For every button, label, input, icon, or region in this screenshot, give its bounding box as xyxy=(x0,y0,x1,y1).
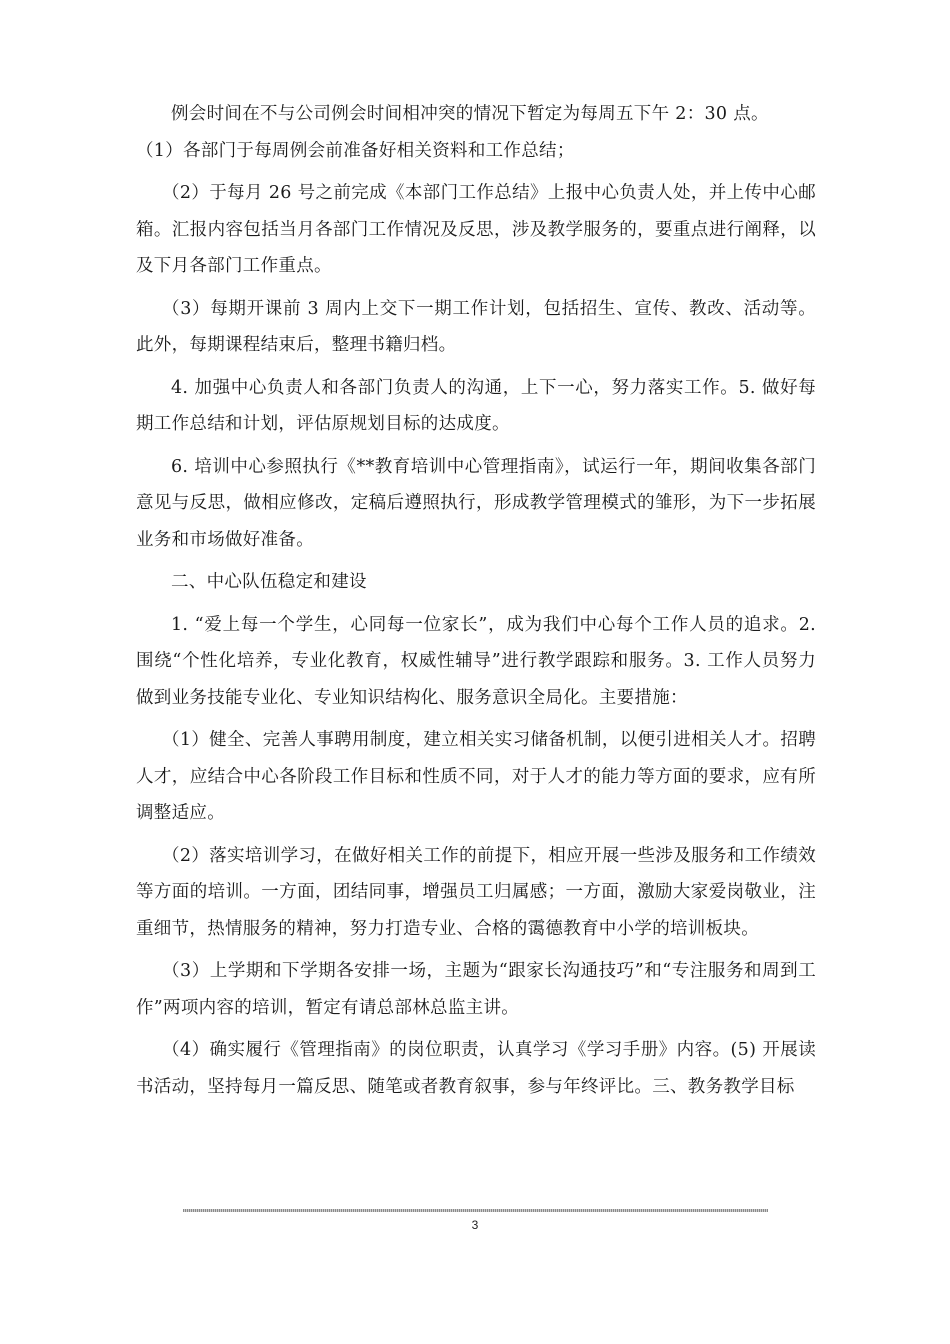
body-text xyxy=(136,96,816,1105)
paragraph-item-2: （2）于每月 26 号之前完成《本部门工作总结》上报中心负责人处，并上传中心邮箱。汇报内容包括当月各部门工作情况及反思，涉及教学服务的，要重点进行阐释，以及下月各部门工作重点。 xyxy=(136,183,816,276)
paragraph-measure-3: （3）上学期和下学期各安排一场，主题为“跟家长沟通技巧”和“专注服务和周到工作”两项内容的培训，暂定有请总部林总监主讲。 xyxy=(136,961,816,1018)
page-number: 3 xyxy=(471,1218,479,1232)
paragraph-team-goals: 1. “爱上每一个学生，心同每一位家长”，成为我们中心每个工作人员的追求。2. 围绕“个性化培养，专业化教育，权威性辅导”进行教学跟踪和服务。3. 工作人员努力做到业务技能专业化、专业知识结构化、服务意识全局化。主要措施： xyxy=(136,614,816,708)
paragraph-measure-4: （4）确实履行《管理指南》的岗位职责，认真学习《学习手册》内容。(5) 开展读书活动，坚持每月一篇反思、随笔或者教育叙事，参与年终评比。三、教务教学目标 xyxy=(136,1040,816,1097)
paragraph-meeting-time: 例会时间在不与公司例会时间相冲突的情况下暂定为每周五下午 2：30 点。 xyxy=(171,104,769,124)
section-heading-team: 二、中心队伍稳定和建设 xyxy=(171,572,367,592)
footer-divider xyxy=(183,1209,768,1212)
paragraph-measure-2: （2）落实培训学习，在做好相关工作的前提下，相应开展一些涉及服务和工作绩效等方面的培训。一方面，团结同事，增强员工归属感；一方面，激励大家爱岗敬业，注重细节，热情服务的精神，努力打造专业、合格的霭德教育中小学的培训板块。 xyxy=(136,845,816,939)
paragraph-item-6: 6. 培训中心参照执行《**教育培训中心管理指南》，试运行一年，期间收集各部门意见与反思，做相应修改，定稿后遵照执行，形成教学管理模式的雏形，为下一步拓展业务和市场做好准备。 xyxy=(136,456,816,550)
paragraph-measure-1: （1）健全、完善人事聘用制度，建立相关实习储备机制，以便引进相关人才。招聘人才，应结合中心各阶段工作目标和性质不同，对于人才的能力等方面的要求，应有所调整适应。 xyxy=(136,730,816,823)
paragraph-item-1: （1）各部门于每周例会前准备好相关资料和工作总结； xyxy=(136,140,575,161)
paragraph-item-4-5: 4. 加强中心负责人和各部门负责人的沟通，上下一心，努力落实工作。5. 做好每期工作总结和计划，评估原规划目标的达成度。 xyxy=(136,377,816,434)
paragraph-item-3: （3）每期开课前 3 周内上交下一期工作计划，包括招生、宣传、教改、活动等。此外，每期课程结束后，整理书籍归档。 xyxy=(136,298,816,355)
